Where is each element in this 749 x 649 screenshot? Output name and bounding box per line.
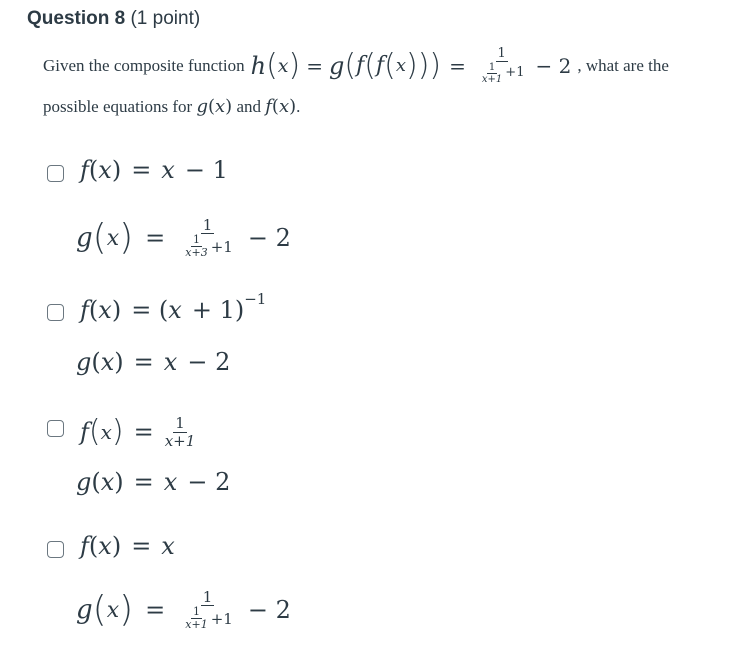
- option-2-checkbox[interactable]: [47, 304, 64, 321]
- prompt-line2-text: possible equations for: [43, 97, 193, 116]
- option-4-f: f ( x ) = x: [80, 532, 175, 560]
- option-2-g: g ( x ) = x − 2: [76, 348, 231, 376]
- prompt-text-after: , what are the: [577, 56, 669, 75]
- question-points: (1 point): [130, 8, 201, 29]
- h-expression: h ( x ) = g ( f ( f ( x ) ) ) = 1 $\frac{1}{x+1}$ +1 − 2: [250, 45, 572, 86]
- option-1-checkbox[interactable]: [47, 165, 64, 182]
- option-4-checkbox[interactable]: [47, 541, 64, 558]
- prompt-line2-end: .: [296, 97, 301, 116]
- option-2-f: f ( x ) = ( x + 1) −1: [80, 290, 267, 324]
- option-3-g: g ( x ) = x − 2: [76, 468, 231, 496]
- option-3-checkbox[interactable]: [47, 420, 64, 437]
- question-prompt-line2: possible equations for g(x) and f(x).: [43, 96, 301, 117]
- question-prompt-line1: [43, 44, 669, 88]
- prompt-line2-and: and: [236, 97, 261, 116]
- option-3-f: f ( x ) = $\frac{1}{x+1}$: [80, 414, 196, 450]
- option-1-f: f ( x ) = x − 1: [80, 156, 228, 184]
- question-title: [27, 8, 200, 30]
- question-label: Question 8: [27, 8, 126, 29]
- option-1-g: g ( x ) = 1 $\frac{1}{x+3}$ +1 − 2: [76, 215, 291, 260]
- option-4-g: g ( x ) = 1 $\frac{1}{x+1}$ +1 − 2: [76, 587, 291, 632]
- prompt-text-before: Given the composite function: [43, 56, 245, 75]
